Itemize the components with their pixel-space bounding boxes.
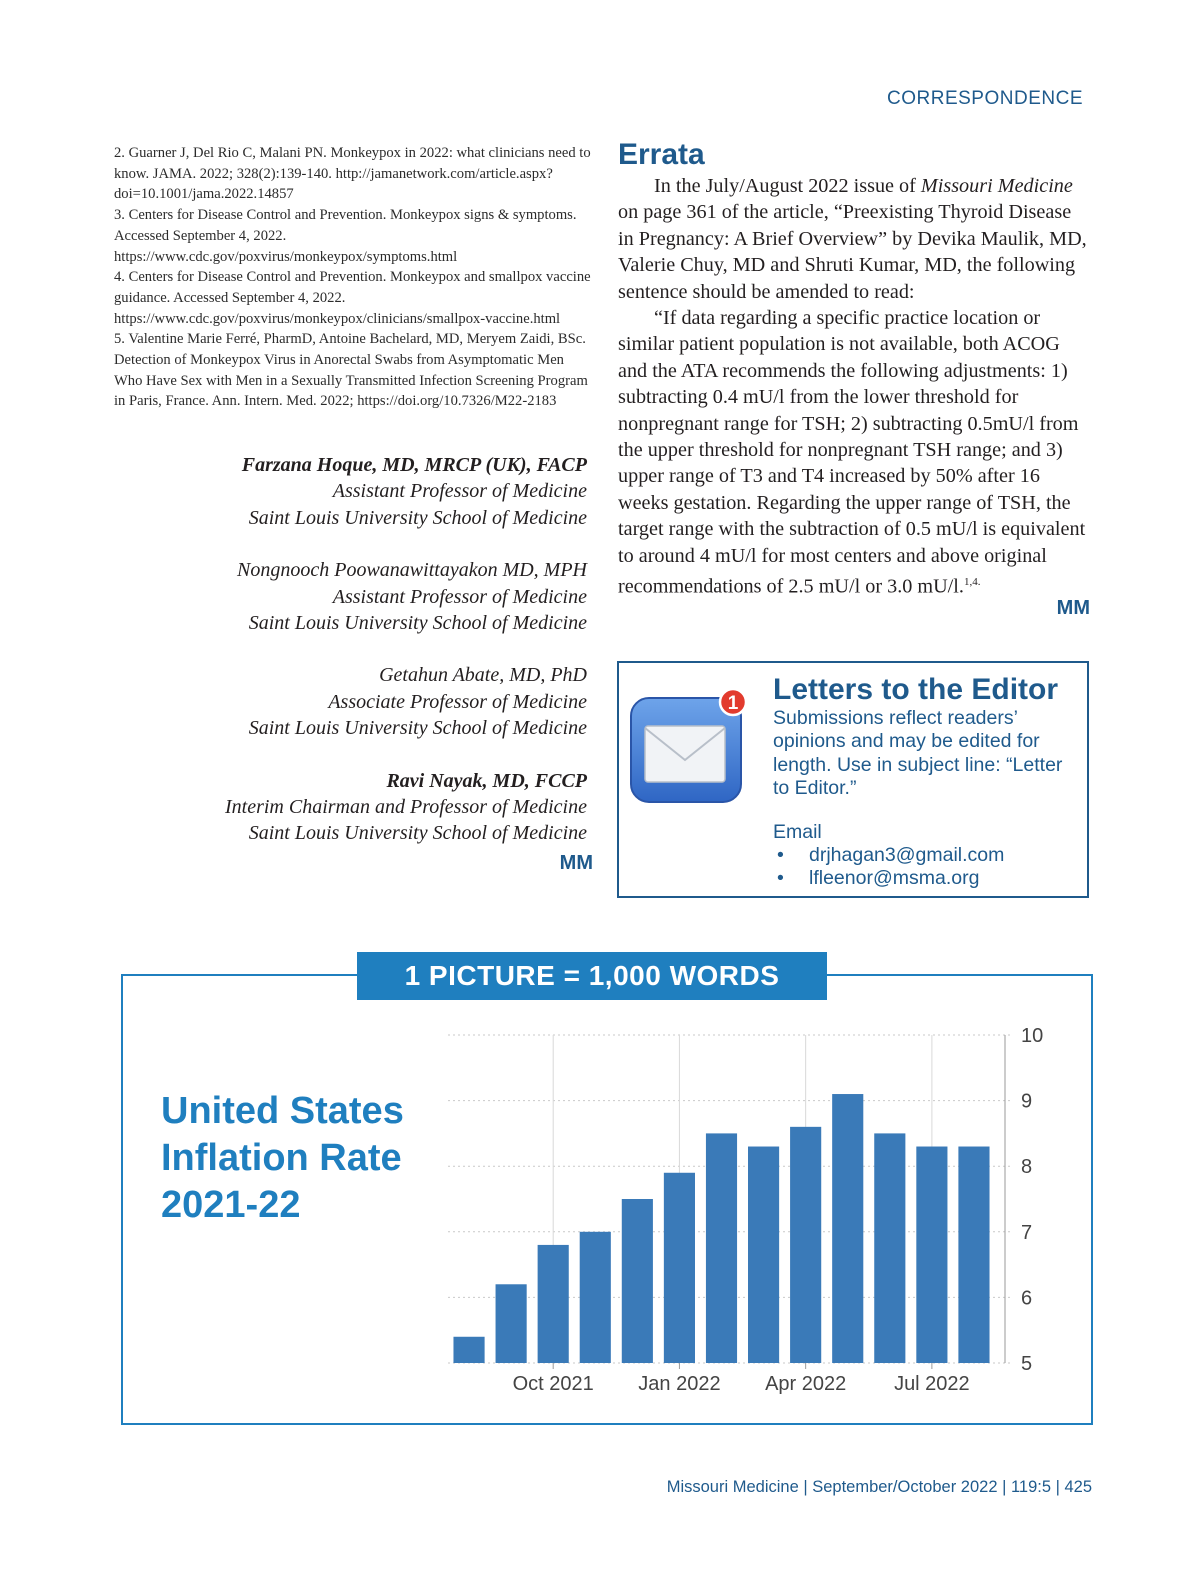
reference-list — [114, 143, 592, 412]
email-label: Email — [773, 821, 822, 843]
author-affiliation: Saint Louis University School of Medicine — [248, 612, 587, 635]
y-tick-label: 8 — [1021, 1156, 1033, 1179]
journal-name: Missouri Medicine — [920, 175, 1073, 197]
chart-heading-line: United States — [161, 1090, 404, 1132]
bar — [496, 1284, 527, 1363]
errata-text: In the July/August 2022 issue of — [654, 175, 921, 197]
letters-to-editor-box — [617, 661, 1089, 898]
signature-block — [190, 452, 587, 531]
bar — [664, 1173, 695, 1363]
bar — [580, 1232, 611, 1363]
reference-item: 2. Guarner J, Del Rio C, Malani PN. Monkeypox in 2022: what clinicians need to know. JAMA. 2022; 328(2):139-140. http://jamanetwork.com/article.aspx?doi=10.1001/jama.2022.14857 — [114, 145, 591, 203]
x-tick-label: Jul 2022 — [894, 1373, 970, 1395]
author-affiliation: Saint Louis University School of Medicine — [248, 822, 587, 845]
chart-heading — [161, 1088, 461, 1229]
section-label: CORRESPONDENCE — [887, 88, 1083, 109]
author-affiliation: Saint Louis University School of Medicine — [248, 506, 587, 529]
letters-description: Submissions reflect readers’ opinions and may be edited for length. Use in subject line: “Letter to Editor.” — [773, 707, 1063, 800]
signature-block — [190, 557, 587, 636]
errata-paragraph — [618, 305, 1090, 600]
author-name: Ravi Nayak, MD, FCCP — [386, 769, 587, 792]
bar — [832, 1094, 863, 1363]
y-tick-label: 10 — [1021, 1025, 1044, 1047]
bar — [874, 1133, 905, 1363]
y-tick-label: 5 — [1021, 1353, 1033, 1375]
author-name: Nongnooch Poowanawittayakon MD, MPH — [237, 559, 587, 582]
letters-title: Letters to the Editor — [773, 673, 1059, 706]
bar — [622, 1199, 653, 1363]
chart-heading-line: Inflation Rate — [161, 1137, 402, 1179]
citation-superscript: 1,4. — [963, 576, 981, 589]
bar — [790, 1127, 821, 1363]
x-tick-label: Oct 2021 — [512, 1373, 594, 1395]
reference-item: 3. Centers for Disease Control and Prevention. Monkeypox signs & symptoms. Accessed September 4, 2022. https://www.cdc.gov/poxvirus/monkeypox/symptoms.html — [114, 207, 577, 265]
end-mark: MM — [1056, 597, 1090, 619]
bar — [916, 1147, 947, 1363]
signature-block — [190, 662, 587, 741]
bar — [958, 1147, 989, 1363]
x-tick-label: Apr 2022 — [765, 1373, 847, 1395]
bar — [538, 1245, 569, 1363]
author-title: Assistant Professor of Medicine — [332, 585, 587, 608]
x-tick-label: Jan 2022 — [638, 1373, 721, 1395]
email-address[interactable]: • drjhagan3@gmail.com — [773, 844, 1004, 867]
author-affiliation: Saint Louis University School of Medicine — [248, 717, 587, 740]
email-list — [773, 844, 1004, 891]
errata-paragraph — [618, 173, 1090, 305]
errata-text: “If data regarding a specific practice location or similar patient population is not available, both ACOG and the ATA recommends the following adjustments: 1) subtracting 0.4 mU/l from the lower threshold for nonpregnant range for TSH; 2) subtracting 0.5mU/l from the upper threshold for nonpregnant TSH range; and 3) upper range of T3 and T4 increased by 50% after 16 weeks gestation. Regarding the upper range of TSH, the target range with the subtraction of 0.5 mU/l is equivalent to around 4 mU/l for most centers and above original recommendations of 2.5 mU/l or 3.0 mU/l. — [618, 307, 1086, 598]
page-footer: Missouri Medicine | September/October 2022 | 119:5 | 425 — [666, 1478, 1092, 1496]
mail-notification-icon — [627, 688, 745, 806]
errata-text: on page 361 of the article, “Preexisting Thyroid Disease in Pregnancy: A Brief Overview” by Devika Maulik, MD, Valerie Chuy, MD and Shruti Kumar, MD, the following sentence should be amended to read: — [618, 201, 1087, 303]
y-tick-label: 7 — [1021, 1221, 1033, 1244]
reference-item: 5. Valentine Marie Ferré, PharmD, Antoine Bachelard, MD, Meryem Zaidi, BSc. Detection of Monkeypox Virus in Anorectal Swabs from Asymptomatic Men Who Have Sex with Men in a Sexually Transmitted Infection Screening Program in Paris, France. Ann. Intern. Med. 2022; https://doi.org/10.7326/M22-2183 — [114, 331, 588, 410]
errata-body — [618, 173, 1090, 600]
author-name: Farzana Hoque, MD, MRCP (UK), FACP — [241, 454, 587, 476]
signature-block — [190, 768, 587, 847]
y-tick-label: 9 — [1021, 1090, 1033, 1113]
picture-banner: 1 PICTURE = 1,000 WORDS — [357, 952, 827, 1000]
chart-heading-line: 2021-22 — [161, 1184, 301, 1226]
notification-badge-count: 1 — [727, 693, 739, 714]
author-name: Getahun Abate, MD, PhD — [379, 664, 587, 687]
bar — [453, 1337, 484, 1363]
author-signatures — [190, 452, 587, 873]
author-title: Associate Professor of Medicine — [328, 690, 587, 713]
author-title: Interim Chairman and Professor of Medicine — [224, 796, 587, 819]
email-address[interactable]: • lfleenor@msma.org — [773, 867, 1004, 890]
end-mark: MM — [559, 852, 593, 874]
bar — [706, 1133, 737, 1363]
reference-item: 4. Centers for Disease Control and Prevention. Monkeypox and smallpox vaccine guidance. Accessed September 4, 2022. https://www.cdc.gov/poxvirus/monkeypox/clinicians/smallpox-vaccine.html — [114, 269, 591, 327]
inflation-bar-chart — [440, 1015, 1060, 1405]
y-tick-label: 6 — [1021, 1287, 1033, 1310]
author-title: Assistant Professor of Medicine — [332, 480, 587, 503]
errata-title: Errata — [618, 138, 705, 171]
bar — [748, 1147, 779, 1363]
